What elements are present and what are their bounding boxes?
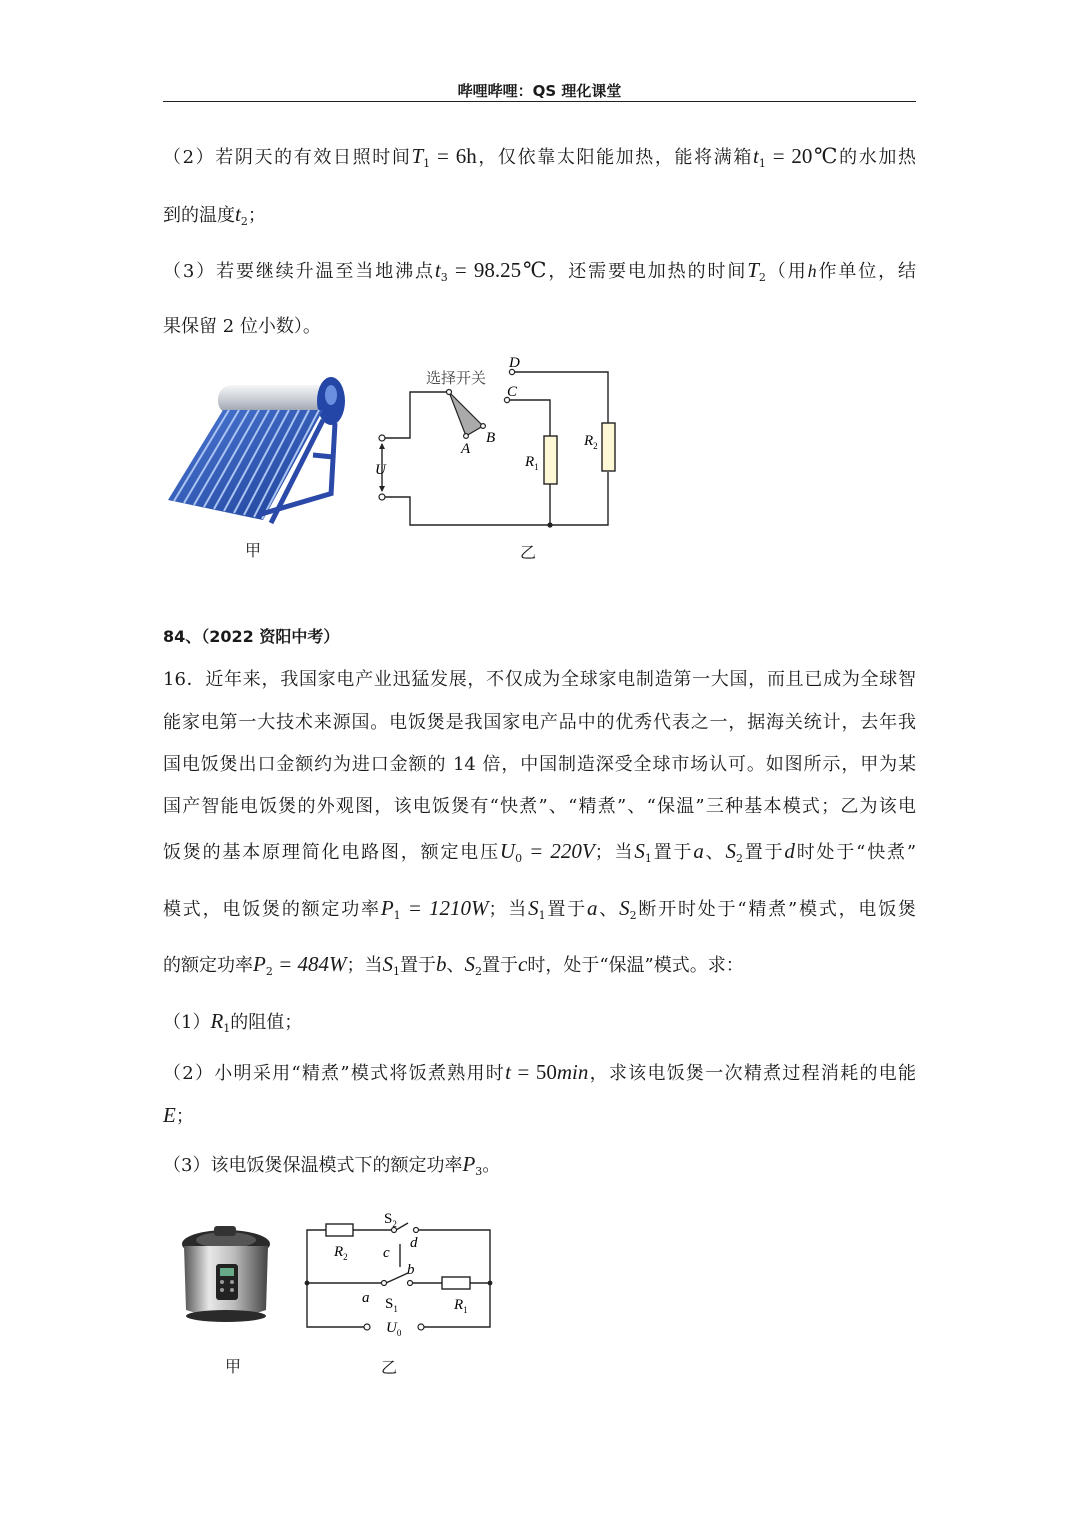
rice-cooker-image xyxy=(176,1222,276,1327)
label-d: d xyxy=(410,1235,418,1251)
q84-text-line6: 模式，电饭煲的额定功率$P_1 = 1210W$；当$S_1$置于a、$S_2$断开时处于“精煮”模式，电饭煲 xyxy=(163,896,917,922)
q84-figure-label-jia: 甲 xyxy=(225,1357,242,1376)
q84-text-line4: 国产智能电饭煲的外观图，该电饭煲有“快煮”、“精煮”、“保温”三种基本模式；乙为该电 xyxy=(163,796,916,817)
header-divider xyxy=(163,101,916,102)
q84-circuit-diagram xyxy=(300,1205,500,1345)
label-D: D xyxy=(509,355,520,371)
q84-figure-label-yi: 乙 xyxy=(381,1358,398,1377)
q84-subquestion-1: $(1)R_1$的阻值； xyxy=(163,1009,303,1035)
label-U0: $U_0$ xyxy=(386,1320,402,1338)
label-R2: $R_2$ xyxy=(584,433,598,451)
label-R1: $R_1$ xyxy=(525,454,539,472)
q84-subquestion-2-line1: （2）小明采用“精煮”模式将饭煮熟用时t = 50min，求该电饭煲一次精煮过程消耗的电能 xyxy=(163,1060,917,1084)
q83-figure-label-yi: 乙 xyxy=(520,543,537,562)
q84-heading: 84、（2022 资阳中考） xyxy=(163,627,340,646)
q84-subquestion-3: （3）该电饭煲保温模式下的额定功率$P_3$。 xyxy=(163,1152,501,1178)
q84-text-line2: 能家电第一大技术来源国。电饭煲是我国家电产品中的优秀代表之一，据海关统计，去年我 xyxy=(163,712,916,733)
solar-water-heater-image xyxy=(163,365,353,530)
label-U: U xyxy=(375,462,386,478)
q84-text-line5: 饭煲的基本原理简化电路图，额定电压$U_0 = 220V$；当$S_1$置于a、$S_2$置于d时处于“快煮” xyxy=(163,839,917,865)
label-S2: $S_2$ xyxy=(384,1211,397,1229)
q83-circuit-diagram xyxy=(370,345,630,535)
q83-part2-line2: 到的温度$t_2$； xyxy=(163,202,266,228)
label-a: a xyxy=(362,1290,370,1306)
page-header: 哔哩哔哩：QS 理化课堂 xyxy=(457,82,622,100)
q84-subquestion-2-line2: E； xyxy=(163,1103,194,1127)
label-C: C xyxy=(507,384,518,400)
label-c: c xyxy=(383,1245,390,1261)
q84-text-line1: 16．近年来，我国家电产业迅猛发展，不仅成为全球家电制造第一大国，而且已成为全球智 xyxy=(163,669,916,690)
label-B: B xyxy=(486,430,496,446)
q84-text-line7: 的额定功率$P_2 = 484W$；当$S_1$置于b、$S_2$置于c时，处于“保温”模式。求： xyxy=(163,952,744,978)
label-S1: $S_1$ xyxy=(385,1296,398,1314)
q83-part3-line2: 果保留 2 位小数）。 xyxy=(163,316,321,337)
label-R1: $R_1$ xyxy=(454,1297,468,1315)
q84-text-line3: 国电饭煲出口金额约为进口金额的 14 倍，中国制造深受全球市场认可。如图所示，甲为某 xyxy=(163,754,916,775)
label-R2: $R_2$ xyxy=(334,1244,348,1262)
label-b: b xyxy=(407,1262,415,1278)
label-A: A xyxy=(461,441,471,457)
switch-label: 选择开关 xyxy=(426,371,487,387)
q83-part3-line1: （3）若要继续升温至当地沸点$t_3$ = 98.25℃，还需要电加热的时间$T_2$（用h作单位，结 xyxy=(163,258,917,284)
q83-figure-label-jia: 甲 xyxy=(245,541,262,560)
q83-part2-line1: （2）若阴天的有效日照时间$T_1 = 6h$，仅依靠太阳能加热，能将满箱$t_1$ = 20℃的水加热 xyxy=(163,144,917,170)
